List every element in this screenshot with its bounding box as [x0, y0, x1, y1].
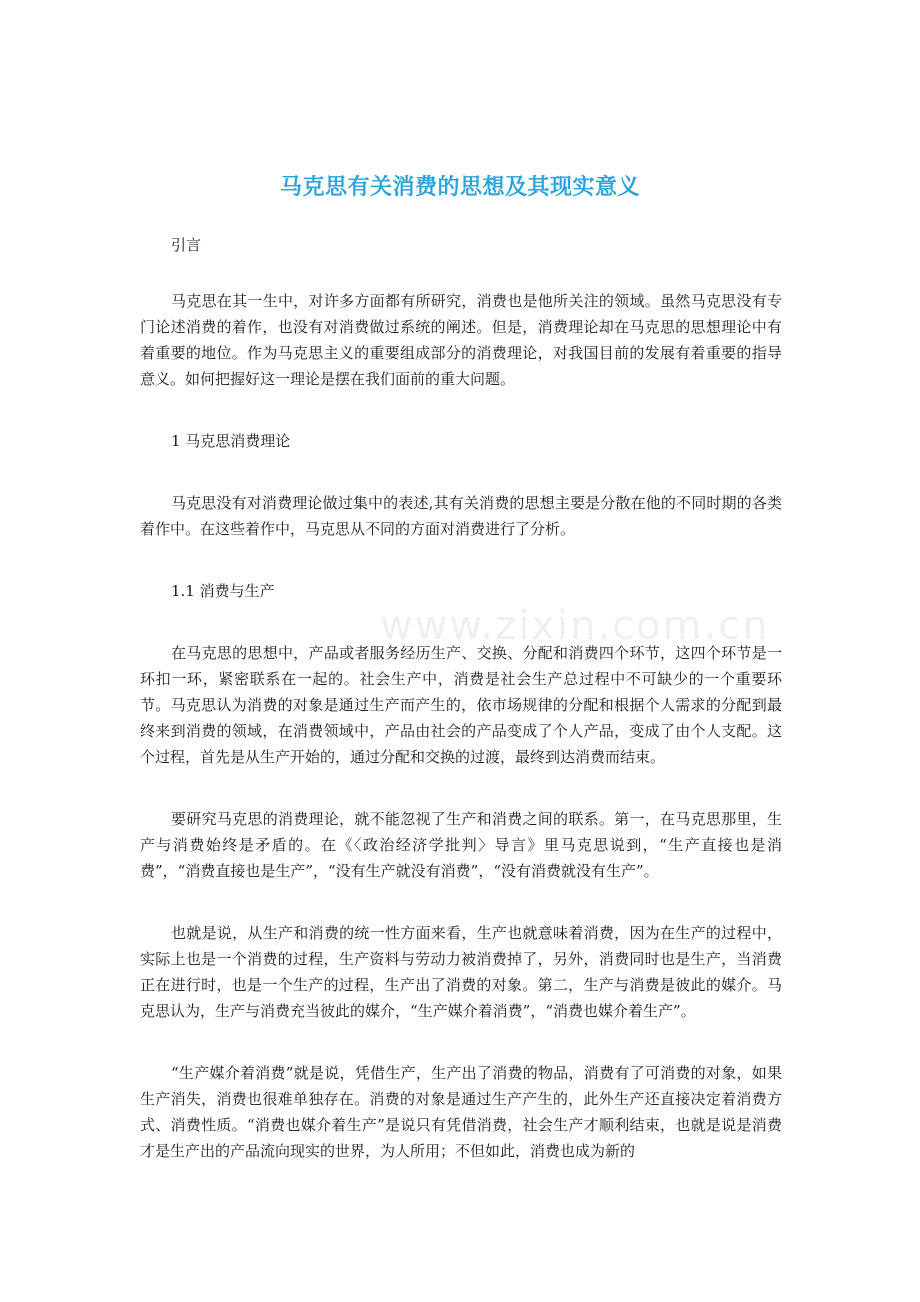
- section-1-paragraph: 马克思没有对消费理论做过集中的表述,其有关消费的思想主要是分散在他的不同时期的各类着作中。在这些着作中，马克思从不同的方面对消费进行了分析。: [140, 494, 782, 538]
- paragraph-mediation: “生产媒介着消费”就是说，凭借生产，生产出了消费的物品，消费有了可消费的对象，如果生产消失，消费也很难单独存在。消费的对象是通过生产产生的，此外生产还直接决定着消费方式、消费性质。“消费也媒介着生产”是说只有凭借消费，社会生产才顺利结束，也就是说是消费才是生产出的产品流向现实的世界，为人所用；不但如此，消费也成为新的: [140, 1064, 782, 1160]
- document-title: 马克思有关消费的思想及其现实意义: [279, 175, 640, 200]
- section-1-heading: 1 马克思消费理论: [171, 432, 291, 450]
- paragraph-unity: 也就是说，从生产和消费的统一性方面来看，生产也就意味着消费，因为在生产的过程中，实际上也是一个消费的过程，生产资料与劳动力被消费掉了，另外，消费同时也是生产，当消费正在进行时，也是一个生产的过程，生产出了消费的对象。第二，生产与消费是彼此的媒介。马克思认为，生产与消费充当彼此的媒介，“生产媒介着消费”，“消费也媒介着生产”。: [140, 924, 782, 1020]
- watermark-text: www.zixin.com.cn: [380, 603, 770, 649]
- section-1-1-heading: 1.1 消费与生产: [171, 582, 275, 600]
- document-body: [140, 232, 782, 1164]
- intro-paragraph: 马克思在其一生中，对许多方面都有所研究，消费也是他所关注的领域。虽然马克思没有专门论述消费的着作，也没有对消费做过系统的阐述。但是，消费理论却在马克思的思想理论中有着重要的地位。作为马克思主义的重要组成部分的消费理论，对我国目前的发展有着重要的指导意义。如何把握好这一理论是摆在我们面前的重大问题。: [140, 292, 782, 388]
- paragraph-production-consumption: 要研究马克思的消费理论，就不能忽视了生产和消费之间的联系。第一，在马克思那里，生产与消费始终是矛盾的。在《〈政治经济学批判〉导言》里马克思说到，“生产直接也是消费”，“消费直接也是生产”，“没有生产就没有消费”，“没有消费就没有生产”。: [140, 810, 782, 880]
- paragraph-production-stages: 在马克思的思想中，产品或者服务经历生产、交换、分配和消费四个环节，这四个环节是一环扣一环，紧密联系在一起的。社会生产中，消费是社会生产总过程中不可缺少的一个重要环节。马克思认为消费的对象是通过生产而产生的，依市场规律的分配和根据个人需求的分配到最终来到消费的领域，在消费领域中，产品由社会的产品变成了个人产品，变成了由个人支配。这个过程，首先是从生产开始的，通过分配和交换的过渡，最终到达消费而结束。: [140, 644, 782, 766]
- intro-heading: 引言: [171, 236, 202, 254]
